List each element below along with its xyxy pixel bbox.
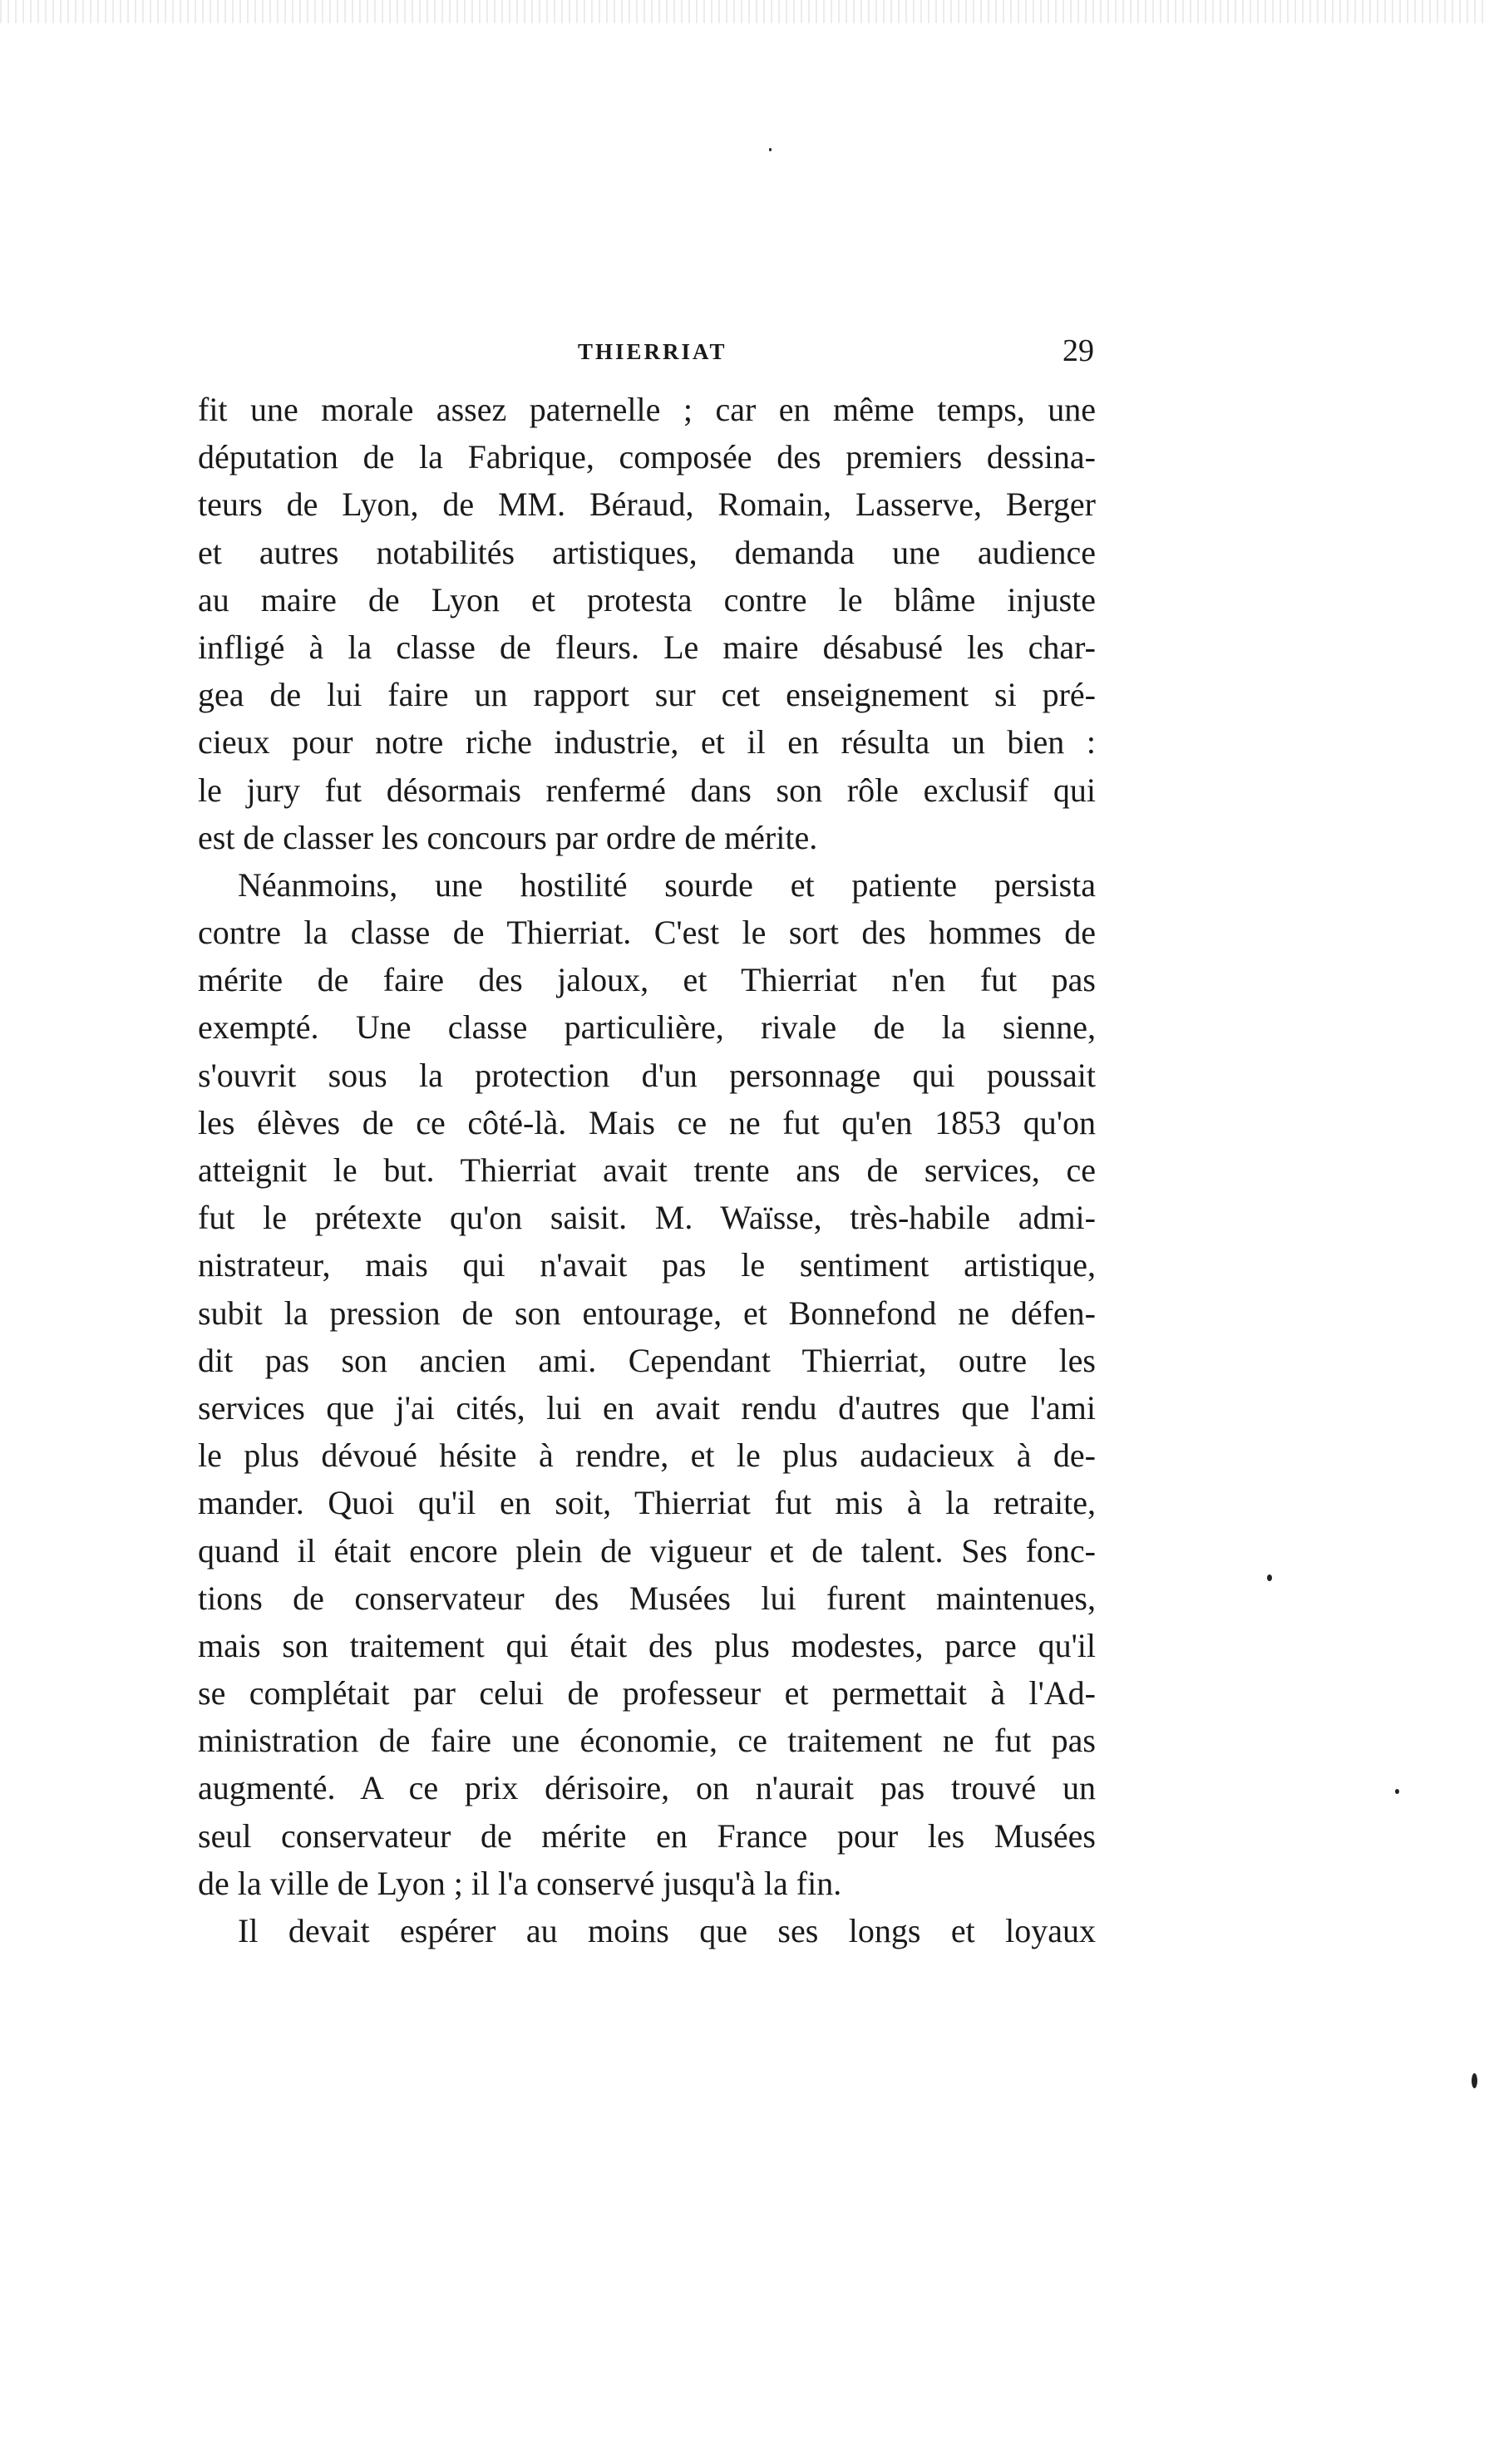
text-line: députation de la Fabrique, composée des premiers dessina-	[198, 438, 1096, 476]
text-line: services que j'ai cités, lui en avait rendu d'autres que l'ami	[198, 1388, 1096, 1427]
text-line: les élèves de ce côté-là. Mais ce ne fut qu'en 1853 qu'on	[198, 1103, 1096, 1141]
running-head	[0, 333, 1489, 382]
text-line: mais son traitement qui était des plus modestes, parce qu'il	[198, 1626, 1096, 1664]
ink-speck	[1472, 2073, 1477, 2088]
text-line: mander. Quoi qu'il en soit, Thierriat fut mis à la retraite,	[198, 1484, 1096, 1522]
text-line: fut le prétexte qu'on saisit. M. Waïsse, très-habile admi-	[198, 1199, 1096, 1237]
page-number: 29	[1063, 333, 1094, 368]
text-line: Il devait espérer au moins que ses longs et loyaux	[238, 1912, 1096, 1949]
text-line: subit la pression de son entourage, et Bonnefond ne défen-	[198, 1294, 1096, 1332]
text-line: s'ouvrit sous la protection d'un personnage qui poussait	[198, 1056, 1096, 1094]
body-text	[198, 386, 1096, 1954]
text-line: ministration de faire une économie, ce traitement ne fut pas	[198, 1722, 1096, 1760]
running-title: THIERRIAT	[578, 339, 727, 364]
text-line: atteignit le but. Thierriat avait trente ans de services, ce	[198, 1151, 1096, 1189]
text-line: de la ville de Lyon ; il l'a conservé jusqu'à la fin.	[198, 1864, 842, 1902]
text-line: augmenté. A ce prix dérisoire, on n'aurait pas trouvé un	[198, 1769, 1096, 1807]
text-line: le jury fut désormais renfermé dans son rôle exclusif qui	[198, 771, 1096, 809]
page-edge-noise	[0, 0, 1489, 23]
text-line: fit une morale assez paternelle ; car en même temps, une	[198, 391, 1096, 428]
text-line: tions de conservateur des Musées lui furent maintenues,	[198, 1579, 1096, 1617]
text-line: se complétait par celui de professeur et permettait à l'Ad-	[198, 1674, 1096, 1712]
text-line: Néanmoins, une hostilité sourde et patiente persista	[238, 865, 1096, 904]
text-line: exempté. Une classe particulière, rivale de la sienne,	[198, 1008, 1096, 1047]
text-line: infligé à la classe de fleurs. Le maire désabusé les char-	[198, 628, 1096, 666]
text-line: gea de lui faire un rapport sur cet enseignement si pré-	[198, 676, 1096, 714]
ink-speck	[1267, 1574, 1272, 1581]
text-line: et autres notabilités artistiques, demanda une audience	[198, 533, 1096, 571]
ink-speck	[1395, 1789, 1399, 1794]
text-line: le plus dévoué hésite à rendre, et le plus audacieux à de-	[198, 1437, 1096, 1475]
text-line: au maire de Lyon et protesta contre le blâme injuste	[198, 580, 1096, 618]
text-line: est de classer les concours par ordre de mérite.	[198, 818, 818, 856]
text-line: dit pas son ancien ami. Cependant Thierriat, outre les	[198, 1341, 1096, 1379]
ink-speck	[769, 148, 772, 151]
text-line: teurs de Lyon, de MM. Béraud, Romain, Lasserve, Berger	[198, 485, 1096, 524]
text-line: quand il était encore plein de vigueur et de talent. Ses fonc-	[198, 1531, 1096, 1570]
text-line: contre la classe de Thierriat. C'est le sort des hommes de	[198, 914, 1096, 952]
text-line: nistrateur, mais qui n'avait pas le sentiment artistique,	[198, 1246, 1096, 1284]
text-line: mérite de faire des jaloux, et Thierriat n'en fut pas	[198, 961, 1096, 999]
text-line: seul conservateur de mérite en France pour les Musées	[198, 1816, 1096, 1855]
text-line: cieux pour notre riche industrie, et il en résulta un bien :	[198, 723, 1096, 761]
